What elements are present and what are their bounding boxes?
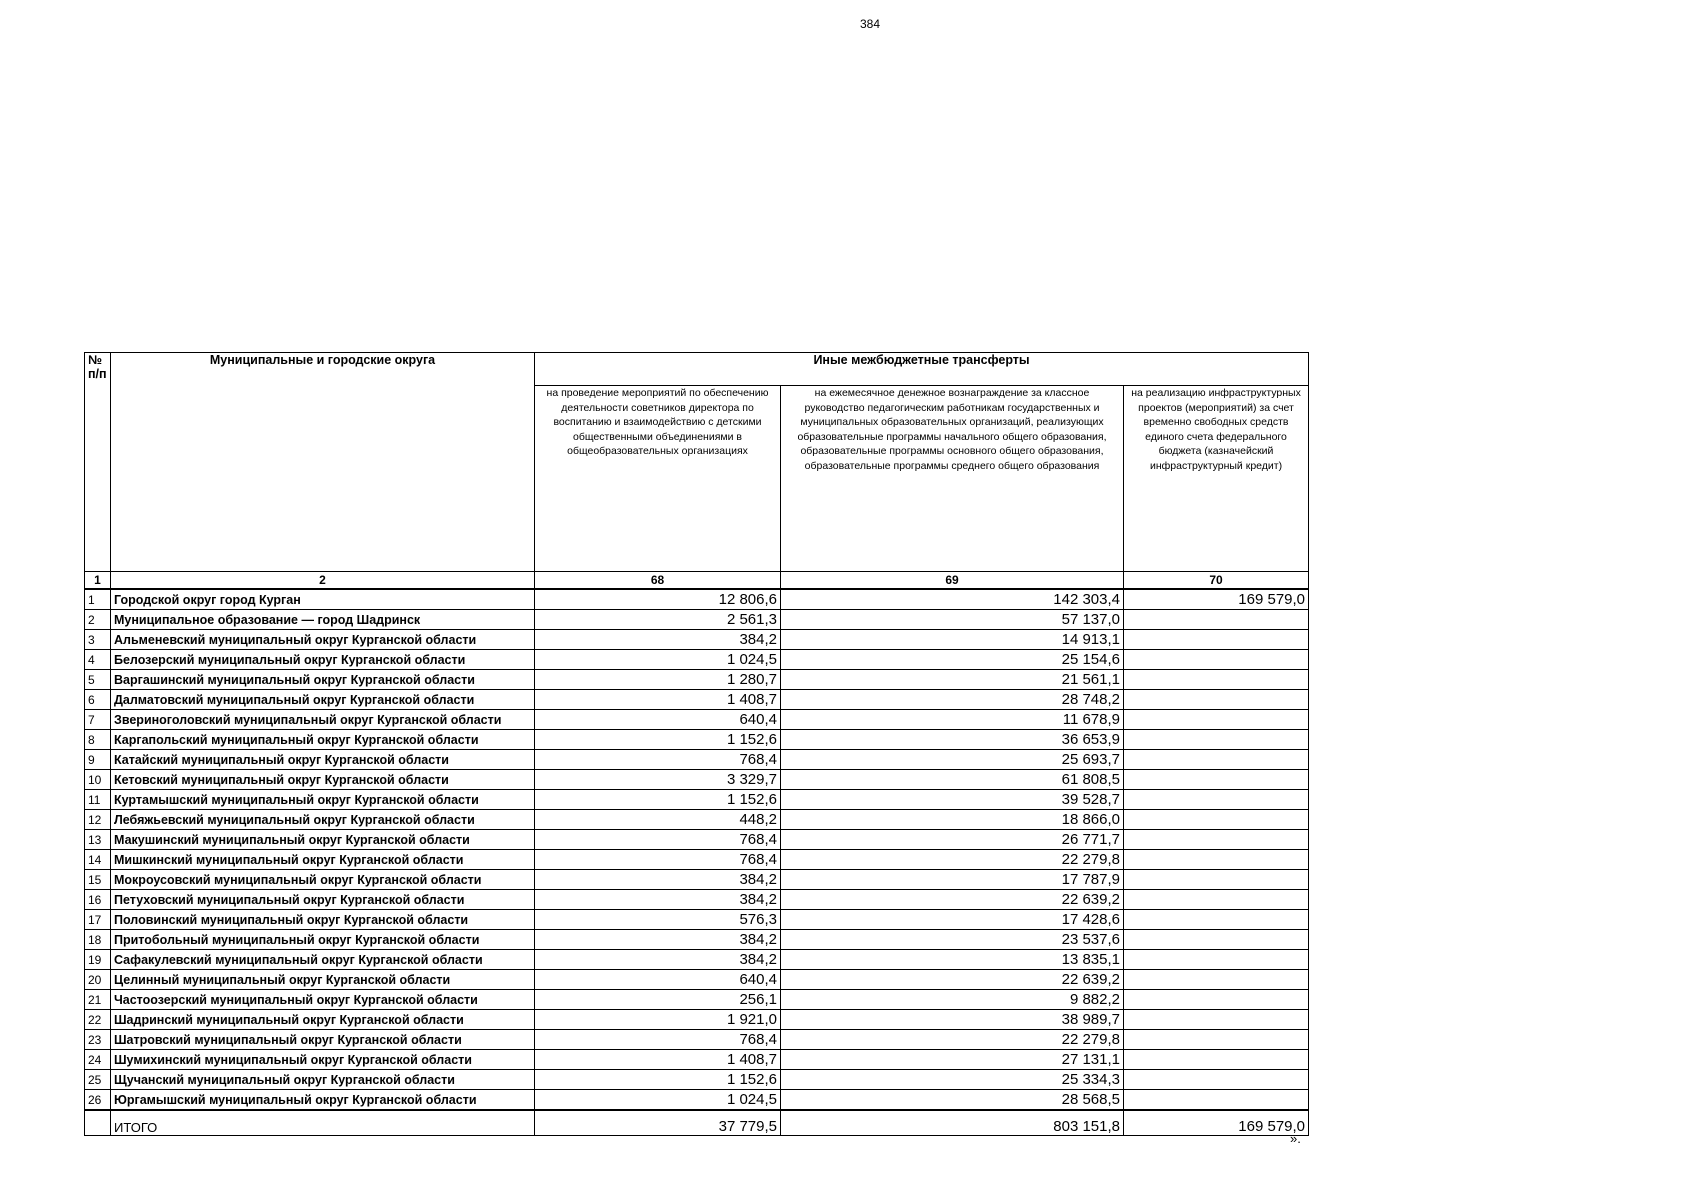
value-col-70 [1124,930,1309,950]
district-name: Варгашинский муниципальный округ Курганской области [111,670,535,690]
value-col-68: 1 152,6 [535,1070,781,1090]
total-no-cell [85,1110,111,1136]
row-number: 24 [85,1050,111,1070]
district-name: Притобольный муниципальный округ Курганской области [111,930,535,950]
value-col-68: 384,2 [535,890,781,910]
value-col-69: 17 787,9 [781,870,1124,890]
value-col-68: 768,4 [535,830,781,850]
header-no: № п/п [85,353,111,572]
row-number: 8 [85,730,111,750]
value-col-70 [1124,690,1309,710]
table-row [85,1090,1309,1111]
district-name: Сафакулевский муниципальный округ Курганской области [111,950,535,970]
value-col-69: 25 154,6 [781,650,1124,670]
table-row [85,810,1309,830]
column-number: 70 [1124,572,1309,590]
table-row [85,770,1309,790]
total-col-70: 169 579,0 [1124,1110,1309,1136]
column-number: 68 [535,572,781,590]
district-name: Шадринский муниципальный округ Курганской области [111,1010,535,1030]
table-row [85,930,1309,950]
value-col-69: 22 639,2 [781,970,1124,990]
value-col-68: 1 921,0 [535,1010,781,1030]
value-col-68: 256,1 [535,990,781,1010]
row-number: 15 [85,870,111,890]
value-col-69: 14 913,1 [781,630,1124,650]
table-row [85,730,1309,750]
value-col-68: 768,4 [535,1030,781,1050]
district-name: Щучанский муниципальный округ Курганской области [111,1070,535,1090]
value-col-68: 768,4 [535,750,781,770]
value-col-70 [1124,770,1309,790]
district-name: Звериноголовский муниципальный округ Курганской области [111,710,535,730]
value-col-70 [1124,950,1309,970]
value-col-69: 25 334,3 [781,1070,1124,1090]
district-name: Макушинский муниципальный округ Курганской области [111,830,535,850]
value-col-70 [1124,1030,1309,1050]
value-col-69: 28 568,5 [781,1090,1124,1111]
row-number: 20 [85,970,111,990]
value-col-70 [1124,890,1309,910]
value-col-69: 23 537,6 [781,930,1124,950]
row-number: 25 [85,1070,111,1090]
row-number: 14 [85,850,111,870]
total-row [85,1110,1309,1136]
district-name: Целинный муниципальный округ Курганской области [111,970,535,990]
table-row [85,710,1309,730]
row-number: 19 [85,950,111,970]
value-col-68: 384,2 [535,950,781,970]
row-number: 22 [85,1010,111,1030]
row-number: 11 [85,790,111,810]
table-row [85,589,1309,610]
value-col-69: 27 131,1 [781,1050,1124,1070]
value-col-69: 22 639,2 [781,890,1124,910]
district-name: Муниципальное образование — город Шадринск [111,610,535,630]
value-col-70 [1124,1050,1309,1070]
value-col-69: 57 137,0 [781,610,1124,630]
value-col-69: 61 808,5 [781,770,1124,790]
row-number: 17 [85,910,111,930]
value-col-70 [1124,1090,1309,1111]
table-row [85,670,1309,690]
district-name: Катайский муниципальный округ Курганской области [111,750,535,770]
district-name: Шатровский муниципальный округ Курганской области [111,1030,535,1050]
value-col-70 [1124,1010,1309,1030]
district-name: Частоозерский муниципальный округ Курганской области [111,990,535,1010]
table-row [85,830,1309,850]
header-group: Иные межбюджетные трансферты [535,353,1309,386]
table-row [85,630,1309,650]
value-col-69: 25 693,7 [781,750,1124,770]
value-col-69: 39 528,7 [781,790,1124,810]
value-col-68: 384,2 [535,930,781,950]
value-col-68: 1 408,7 [535,690,781,710]
value-col-68: 576,3 [535,910,781,930]
total-label: ИТОГО [111,1110,535,1136]
value-col-68: 1 280,7 [535,670,781,690]
value-col-68: 3 329,7 [535,770,781,790]
value-col-69: 38 989,7 [781,1010,1124,1030]
table-row [85,990,1309,1010]
value-col-69: 21 561,1 [781,670,1124,690]
table-row [85,910,1309,930]
value-col-68: 2 561,3 [535,610,781,630]
district-name: Кетовский муниципальный округ Курганской области [111,770,535,790]
table-row [85,1010,1309,1030]
value-col-68: 448,2 [535,810,781,830]
value-col-70: 169 579,0 [1124,589,1309,610]
value-col-69: 17 428,6 [781,910,1124,930]
value-col-70 [1124,970,1309,990]
value-col-68: 1 152,6 [535,790,781,810]
district-name: Городской округ город Курган [111,589,535,610]
header-col-70: на реализацию инфраструктурных проектов (мероприятий) за счет временно свободных средств единого счета федерального бюджета (казначейский инфраструктурный кредит) [1124,386,1309,572]
value-col-70 [1124,1070,1309,1090]
total-col-68: 37 779,5 [535,1110,781,1136]
row-number: 5 [85,670,111,690]
district-name: Мишкинский муниципальный округ Курганской области [111,850,535,870]
row-number: 3 [85,630,111,650]
transfers-table [84,352,1309,1136]
value-col-70 [1124,870,1309,890]
table-row [85,1070,1309,1090]
column-number: 2 [111,572,535,590]
value-col-68: 640,4 [535,710,781,730]
closing-quote-mark: ». [1290,1131,1301,1146]
value-col-69: 142 303,4 [781,589,1124,610]
row-number: 7 [85,710,111,730]
value-col-68: 640,4 [535,970,781,990]
value-col-70 [1124,670,1309,690]
value-col-68: 1 408,7 [535,1050,781,1070]
value-col-70 [1124,650,1309,670]
value-col-70 [1124,790,1309,810]
column-number: 69 [781,572,1124,590]
value-col-69: 13 835,1 [781,950,1124,970]
row-number: 2 [85,610,111,630]
district-name: Лебяжьевский муниципальный округ Курганской области [111,810,535,830]
value-col-70 [1124,810,1309,830]
value-col-70 [1124,850,1309,870]
table-row [85,950,1309,970]
value-col-69: 18 866,0 [781,810,1124,830]
value-col-69: 28 748,2 [781,690,1124,710]
table-row [85,1030,1309,1050]
page-number: 384 [859,17,881,31]
header-name: Муниципальные и городские округа [111,353,535,572]
table-row [85,850,1309,870]
value-col-68: 12 806,6 [535,589,781,610]
district-name: Юргамышский муниципальный округ Курганской области [111,1090,535,1111]
table-row [85,970,1309,990]
row-number: 6 [85,690,111,710]
value-col-68: 1 024,5 [535,650,781,670]
table-row [85,610,1309,630]
value-col-69: 22 279,8 [781,1030,1124,1050]
value-col-70 [1124,730,1309,750]
header-col-68: на проведение мероприятий по обеспечению деятельности советников директора по воспитанию и взаимодействию с детскими общественными объединениями в общеобразовательных организациях [535,386,781,572]
row-number: 23 [85,1030,111,1050]
value-col-69: 11 678,9 [781,710,1124,730]
row-number: 9 [85,750,111,770]
district-name: Петуховский муниципальный округ Курганской области [111,890,535,910]
row-number: 16 [85,890,111,910]
district-name: Куртамышский муниципальный округ Курганской области [111,790,535,810]
value-col-68: 1 152,6 [535,730,781,750]
table-row [85,1050,1309,1070]
district-name: Шумихинский муниципальный округ Курганской области [111,1050,535,1070]
value-col-69: 9 882,2 [781,990,1124,1010]
table-row [85,690,1309,710]
value-col-70 [1124,830,1309,850]
value-col-69: 22 279,8 [781,850,1124,870]
row-number: 13 [85,830,111,850]
district-name: Мокроусовский муниципальный округ Курганской области [111,870,535,890]
value-col-70 [1124,910,1309,930]
row-number: 1 [85,589,111,610]
district-name: Каргапольский муниципальный округ Курганской области [111,730,535,750]
district-name: Далматовский муниципальный округ Курганской области [111,690,535,710]
value-col-68: 384,2 [535,870,781,890]
table-row [85,890,1309,910]
value-col-70 [1124,630,1309,650]
row-number: 21 [85,990,111,1010]
table-row [85,750,1309,770]
row-number: 18 [85,930,111,950]
column-number: 1 [85,572,111,590]
row-number: 12 [85,810,111,830]
value-col-68: 1 024,5 [535,1090,781,1111]
total-col-69: 803 151,8 [781,1110,1124,1136]
value-col-70 [1124,610,1309,630]
table-row [85,790,1309,810]
table-row [85,870,1309,890]
value-col-69: 26 771,7 [781,830,1124,850]
row-number: 10 [85,770,111,790]
district-name: Белозерский муниципальный округ Курганской области [111,650,535,670]
value-col-69: 36 653,9 [781,730,1124,750]
district-name: Половинский муниципальный округ Курганской области [111,910,535,930]
value-col-70 [1124,750,1309,770]
header-col-69: на ежемесячное денежное вознаграждение за классное руководство педагогическим работникам государственных и муниципальных образовательных организаций, реализующих образовательные программы начального общего образования, образовательные программы основного общего образования, образовательные программы среднего общего образования [781,386,1124,572]
row-number: 4 [85,650,111,670]
table-row [85,650,1309,670]
district-name: Альменевский муниципальный округ Курганской области [111,630,535,650]
row-number: 26 [85,1090,111,1111]
value-col-70 [1124,710,1309,730]
value-col-68: 384,2 [535,630,781,650]
value-col-70 [1124,990,1309,1010]
table-body [85,589,1309,1110]
value-col-68: 768,4 [535,850,781,870]
